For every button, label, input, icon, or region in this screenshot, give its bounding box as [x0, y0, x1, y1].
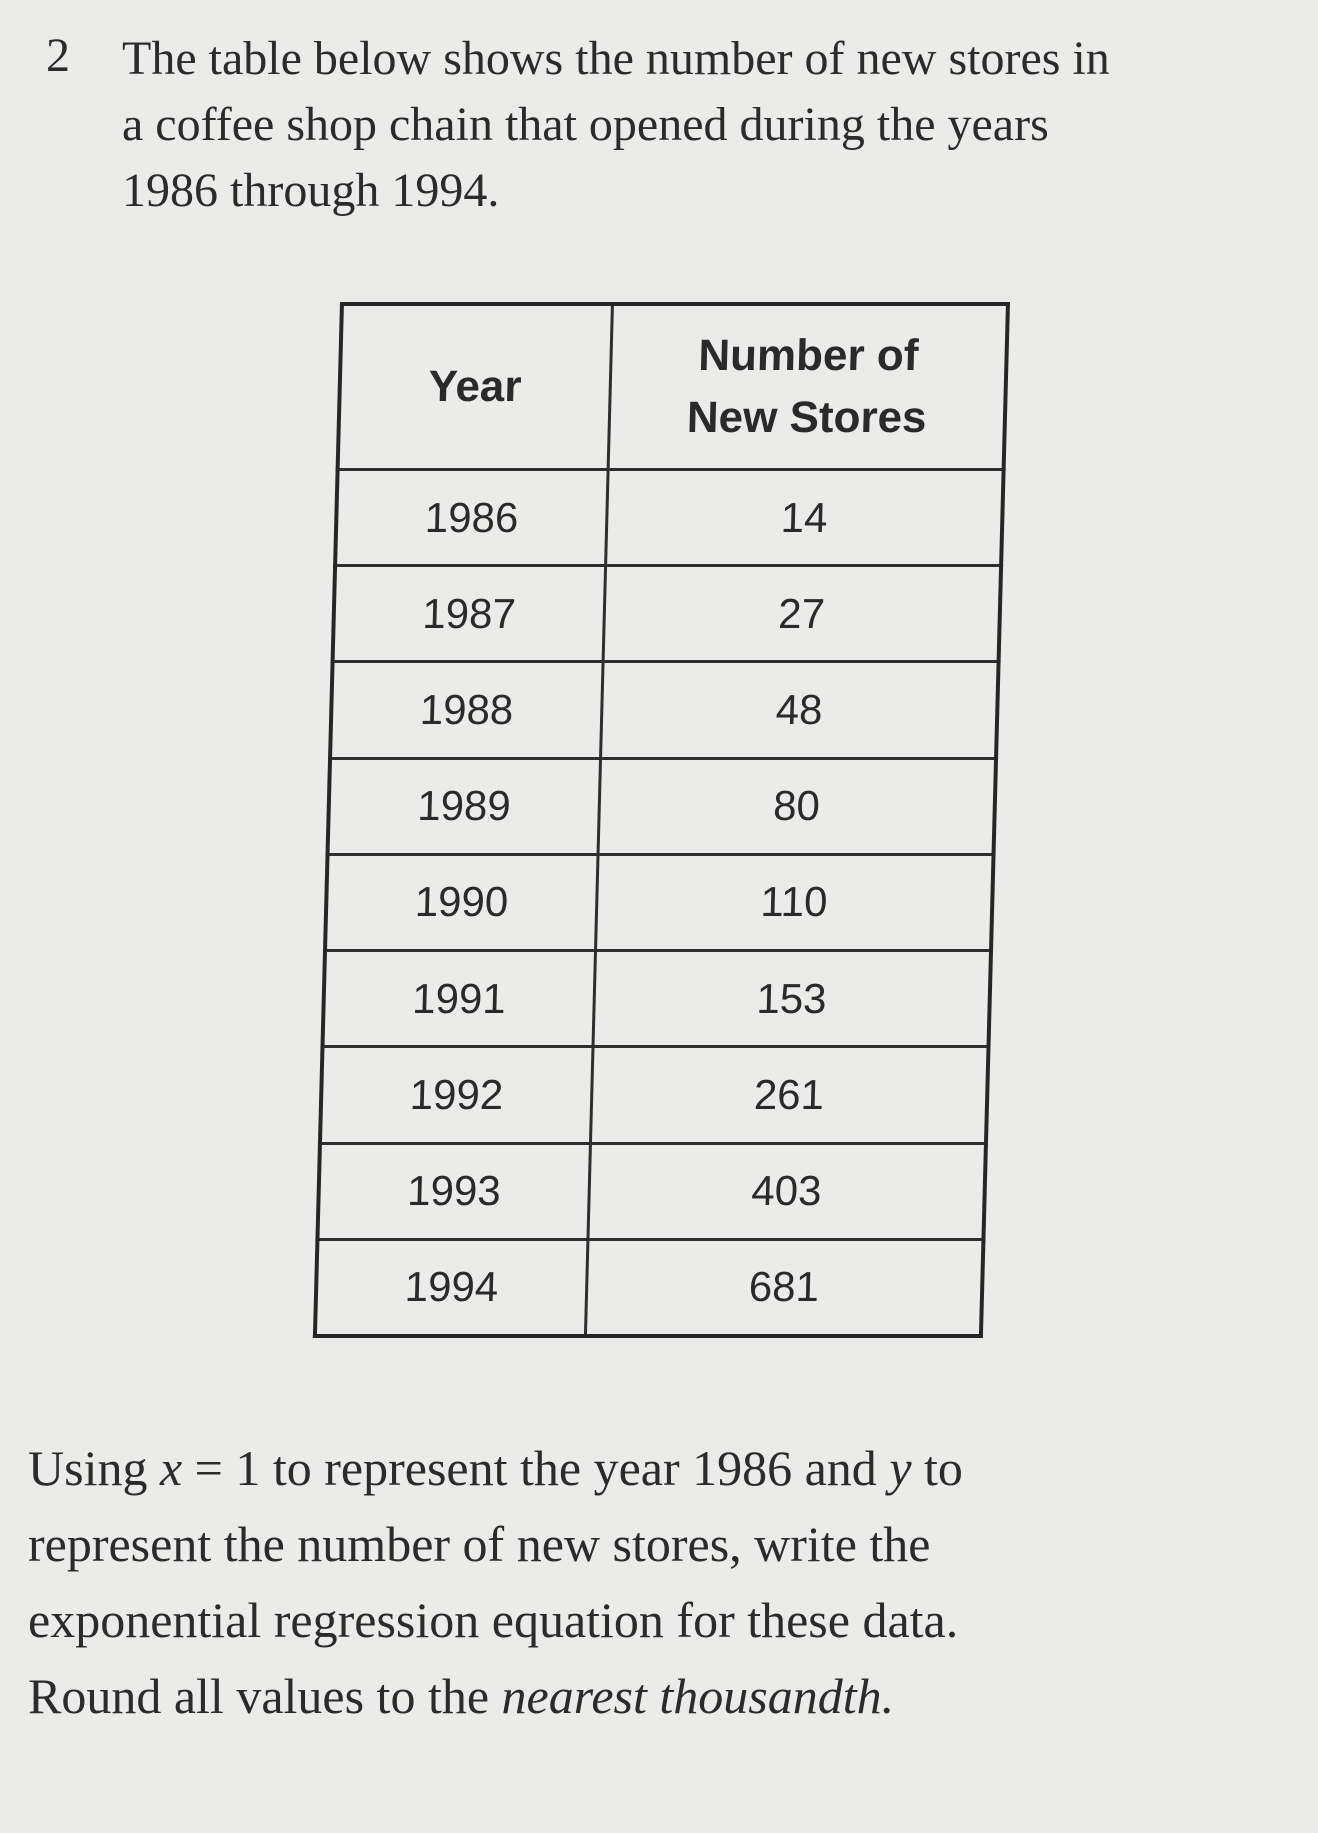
year-cell: 1994 — [315, 1239, 588, 1336]
question-intro — [122, 26, 1292, 224]
stores-cell: 14 — [605, 470, 1004, 566]
table-row — [325, 854, 994, 950]
stores-cell: 261 — [590, 1047, 989, 1143]
question-number: 2 — [46, 29, 70, 82]
intro-line-1: The table below shows the number of new stores in — [122, 32, 1110, 85]
prompt-line-3: exponential regression equation for these data. — [28, 1592, 959, 1648]
question-prompt — [28, 1430, 1298, 1734]
prompt-line-2: represent the number of new stores, write the — [28, 1516, 931, 1572]
stores-cell: 27 — [603, 566, 1002, 662]
table-row — [328, 758, 997, 854]
table-row — [322, 951, 991, 1047]
header-new-stores — [608, 304, 1008, 470]
year-cell: 1988 — [330, 662, 603, 758]
year-cell: 1990 — [325, 854, 598, 950]
table-header-row — [338, 304, 1008, 470]
stores-cell: 403 — [587, 1143, 986, 1239]
header-new-stores-line-2: New Stores — [686, 393, 928, 442]
table-row — [330, 662, 999, 758]
stores-cell: 681 — [585, 1239, 984, 1336]
stores-table-wrapper — [313, 302, 1010, 1338]
stores-cell: 153 — [592, 951, 991, 1047]
table-row — [317, 1143, 986, 1239]
header-new-stores-line-1: Number of — [697, 331, 919, 380]
table-row — [315, 1239, 984, 1336]
header-year: Year — [338, 304, 612, 470]
stores-cell: 110 — [595, 854, 994, 950]
year-cell: 1986 — [335, 470, 608, 566]
year-cell: 1993 — [317, 1143, 590, 1239]
year-cell: 1991 — [322, 951, 595, 1047]
table-row — [335, 470, 1004, 566]
variable-y: y — [889, 1440, 912, 1496]
year-cell: 1992 — [320, 1047, 593, 1143]
year-cell: 1987 — [333, 566, 606, 662]
intro-line-3: 1986 through 1994. — [122, 164, 500, 217]
variable-x: x — [159, 1440, 183, 1496]
stores-table — [313, 302, 1010, 1338]
stores-cell: 48 — [600, 662, 999, 758]
prompt-line-1 — [28, 1430, 1298, 1506]
prompt-text: Using — [28, 1440, 160, 1496]
emphasis-nearest-thousandth: nearest thousandth. — [501, 1668, 895, 1724]
prompt-line-4 — [28, 1658, 1298, 1734]
stores-cell: 80 — [598, 758, 997, 854]
prompt-text: to — [911, 1440, 963, 1496]
table-row — [333, 566, 1002, 662]
intro-line-2: a coffee shop chain that opened during the years — [122, 98, 1049, 151]
prompt-text: Round all values to the — [28, 1668, 502, 1724]
prompt-text: = 1 to represent the year 1986 and — [182, 1440, 890, 1496]
year-cell: 1989 — [328, 758, 601, 854]
table-row — [320, 1047, 989, 1143]
